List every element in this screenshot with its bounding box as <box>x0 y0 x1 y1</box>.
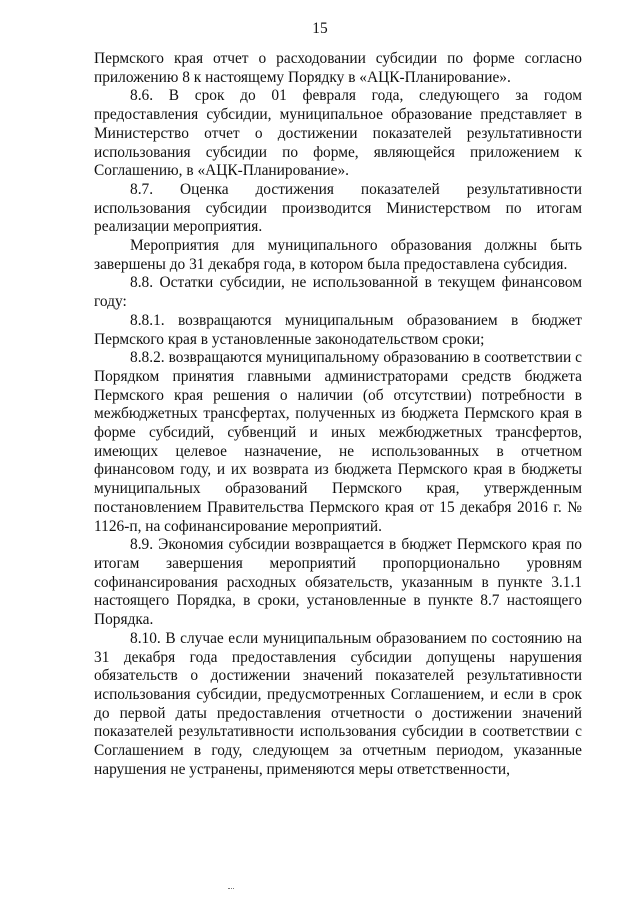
paragraph: Пермского края отчет о расходовании субсидии по форме согласно приложению 8 к настоящему Порядку в «АЦК-Планирование». <box>94 50 582 86</box>
paragraph: 8.10. В случае если муниципальным образованием по состоянию на 31 декабря года предоставления субсидии допущены нарушения обязательств о достижении значений показателей результативности использования субсидии, предусмотренных Соглашением, и если в срок до первой даты предоставления отчетности о достижении значений показателей результативности использования субсидии в соответствии с Соглашением в году, следующем за отчетным периодом, указанные нарушения не устранены, применяются меры ответственности, <box>94 629 582 778</box>
paragraph: 8.9. Экономия субсидии возвращается в бюджет Пермского края по итогам завершения мероприятий пропорционально уровням софинансирования расходных обязательств, указанным в пункте 3.1.1 настоящего Порядка, в сроки, установленные в пункте 8.7 настоящего Порядка. <box>94 536 582 629</box>
document-body <box>94 50 582 779</box>
paragraph: 8.8.2. возвращаются муниципальному образованию в соответствии с Порядком принятия главными администраторами средств бюджета Пермского края решения о наличии (об отсутствии) потребности в межбюджетных трансфертах, полученных из бюджета Пермского края в форме субсидий, субвенций и иных межбюджетных трансфертов, имеющих целевое назначение, не использованных в отчетном финансовом году, и их возврата из бюджета Пермского края в бюджеты муниципальных образований Пермского края, утвержденным постановлением Правительства Пермского края от 15 декабря 2016 г. № 1126-п, на софинансирование мероприятий. <box>94 349 582 535</box>
paragraph: 8.6. В срок до 01 февраля года, следующего за годом предоставления субсидии, муниципальное образование представляет в Министерство отчет о достижении показателей результативности использования субсидии по форме, являющейся приложением к Соглашению, в «АЦК-Планирование». <box>94 87 582 180</box>
paragraph: 8.8.1. возвращаются муниципальным образованием в бюджет Пермского края в установленные законодательством сроки; <box>94 311 582 348</box>
scan-mark <box>228 888 234 891</box>
paragraph: 8.8. Остатки субсидии, не использованной в текущем финансовом году: <box>94 274 582 311</box>
paragraph: Мероприятия для муниципального образования должны быть завершены до 31 декабря года, в котором была предоставлена субсидия. <box>94 237 582 273</box>
page-number: 15 <box>312 20 328 37</box>
paragraph: 8.7. Оценка достижения показателей результативности использования субсидии производится Министерством по итогам реализации мероприятия. <box>94 180 582 236</box>
